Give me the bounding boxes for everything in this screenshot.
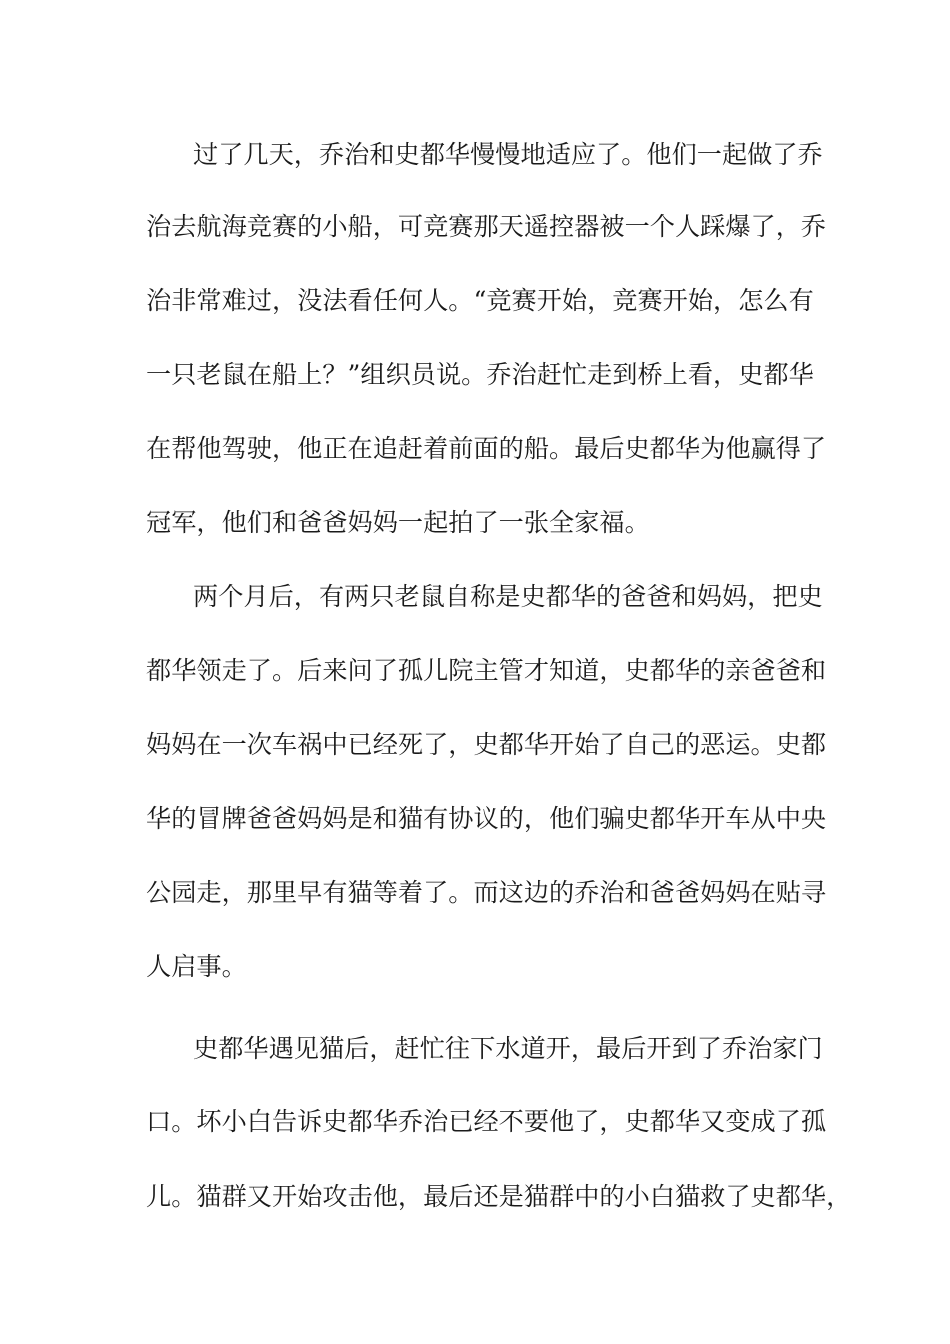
paragraph-2-line-5: 公园走，那里早有猫等着了。而这边的乔治和爸爸妈妈在贴寻 bbox=[146, 878, 827, 907]
paragraph-2-line-3: 妈妈在一次车祸中已经死了，史都华开始了自己的恶运。史都 bbox=[146, 730, 827, 759]
paragraph-2-line-1: 两个月后，有两只老鼠自称是史都华的爸爸和妈妈，把史 bbox=[193, 582, 823, 611]
paragraph-1-line-6: 冠军，他们和爸爸妈妈一起拍了一张全家福。 bbox=[146, 508, 650, 537]
paragraph-2-line-4: 华的冒牌爸爸妈妈是和猫有协议的，他们骗史都华开车从中央 bbox=[146, 804, 827, 833]
paragraph-1-line-2: 治去航海竞赛的小船，可竞赛那天遥控器被一个人踩爆了，乔 bbox=[146, 212, 827, 241]
paragraph-1-line-5: 在帮他驾驶，他正在追赶着前面的船。最后史都华为他赢得了 bbox=[146, 434, 827, 463]
paragraph-3-line-1: 史都华遇见猫后，赶忙往下水道开，最后开到了乔治家门 bbox=[193, 1034, 823, 1063]
paragraph-1-line-4: 一只老鼠在船上？”组织员说。乔治赶忙走到桥上看，史都华 bbox=[146, 360, 814, 389]
paragraph-2-line-2: 都华领走了。后来问了孤儿院主管才知道，史都华的亲爸爸和 bbox=[146, 656, 827, 685]
paragraph-2-line-6: 人启事。 bbox=[146, 952, 247, 981]
paragraph-1-line-1: 过了几天，乔治和史都华慢慢地适应了。他们一起做了乔 bbox=[193, 140, 823, 169]
paragraph-3-line-2: 口。坏小白告诉史都华乔治已经不要他了，史都华又变成了孤 bbox=[146, 1107, 827, 1136]
paragraph-1-line-3: 治非常难过，没法看任何人。“竞赛开始，竞赛开始，怎么有 bbox=[146, 286, 814, 315]
paragraph-3-line-3: 儿。猫群又开始攻击他，最后还是猫群中的小白猫救了史都华， bbox=[146, 1182, 852, 1211]
